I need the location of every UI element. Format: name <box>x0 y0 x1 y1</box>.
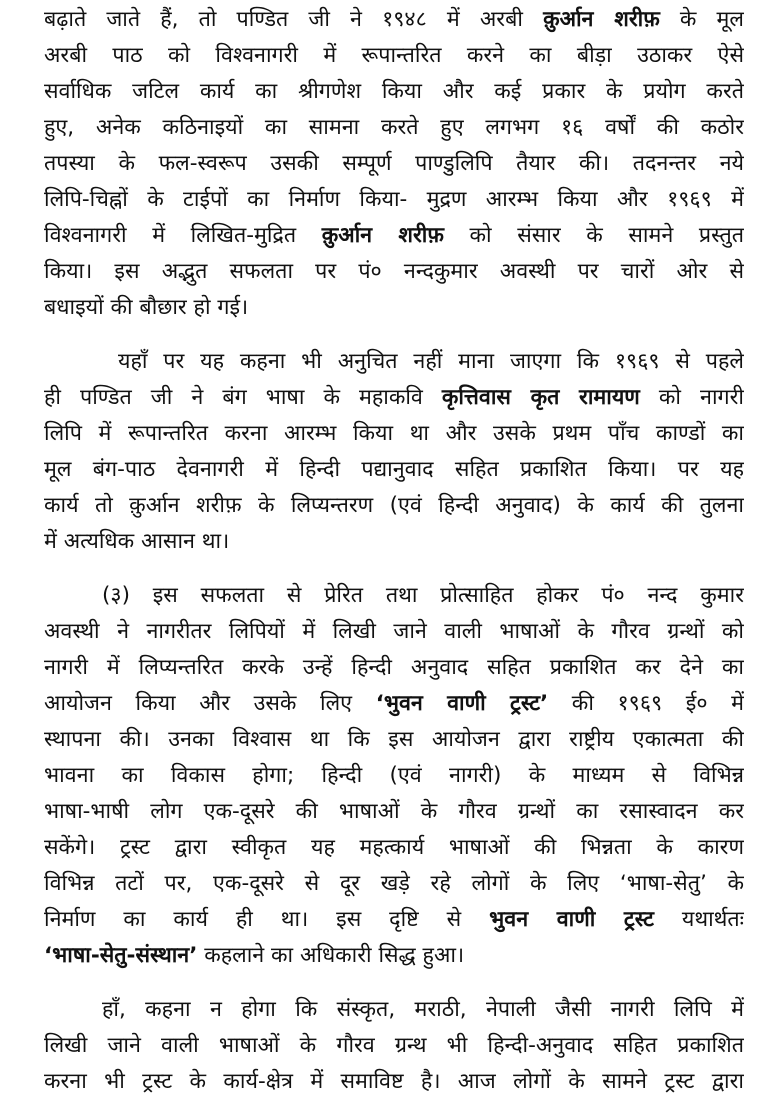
text-line <box>44 2 744 38</box>
emphasis-quran-sharif: क़ुर्आन शरीफ़ <box>543 7 660 32</box>
text-line: अरबी पाठ को विश्वनागरी में रूपान्तरित करने का बीड़ा उठाकर ऐसे <box>44 43 744 68</box>
text-run: बढ़ाते जाते हैं, तो पण्डित जी ने १९४८ में अरबी <box>44 7 544 32</box>
text-line: अवस्थी ने नागरीतर लिपियों में लिखी जाने वाली भाषाओं के गौरव ग्रन्थों को <box>44 619 744 644</box>
text-line: यहाँ पर यह कहना भी अनुचित नहीं माना जाएगा कि १९६९ से पहले <box>118 349 744 374</box>
text-line: हाँ, कहना न होगा कि संस्कृत, मराठी, नेपाली जैसी नागरी लिपि में <box>102 997 744 1022</box>
text-line: कार्य तो क़ुर्आन शरीफ़ के लिप्यन्तरण (एवं हिन्दी अनुवाद) के कार्य की तुलना <box>44 493 744 518</box>
text-line: लिखी जाने वाली भाषाओं के गौरव ग्रन्थ भी हिन्दी-अनुवाद सहित प्रकाशित <box>44 1033 744 1058</box>
text-run: को संसार के सामने प्रस्तुत <box>443 223 744 248</box>
text-line <box>44 218 744 254</box>
text-run: विश्वनागरी में लिखित-मुद्रित <box>44 223 322 248</box>
text-line: सर्वाधिक जटिल कार्य का श्रीगणेश किया और कई प्रकार के प्रयोग करते <box>44 79 744 104</box>
text-line: स्थापना की। उनका विश्वास था कि इस आयोजन द्वारा राष्ट्रीय एकात्मता की <box>44 727 744 752</box>
text-line: लिपि-चिह्नों के टाईपों का निर्माण किया- मुद्रण आरम्भ किया और १९६९ में <box>44 187 744 212</box>
text-run: को नागरी <box>639 385 744 410</box>
text-line: भावना का विकास होगा; हिन्दी (एवं नागरी) के माध्यम से विभिन्न <box>44 763 744 788</box>
text-line: किया। इस अद्भुत सफलता पर पं० नन्दकुमार अवस्थी पर चारों ओर से <box>44 259 744 284</box>
text-run: निर्माण का कार्य ही था। इस दृष्टि से <box>44 907 490 932</box>
text-line: लिपि में रूपान्तरित करना आरम्भ किया था और उसके प्रथम पाँच काण्डों का <box>44 421 744 446</box>
text-line: भाषा-भाषी लोग एक-दूसरे की भाषाओं के गौरव ग्रन्थों का रसास्वादन कर <box>44 799 744 824</box>
text-run: की १९६९ ई० में <box>548 691 744 716</box>
emphasis-quran-sharif: क़ुर्आन शरीफ़ <box>321 223 444 248</box>
text-line: में अत्यधिक आसान था। <box>44 529 230 554</box>
text-line: तपस्या के फल-स्वरूप उसकी सम्पूर्ण पाण्डुलिपि तैयार की। तदनन्तर नये <box>44 151 744 176</box>
emphasis-bhuvan-vani-trust: ‘भुवन वाणी ट्रस्ट’ <box>375 691 549 716</box>
emphasis-krittivas-ramayan: कृत्तिवास कृत रामायण <box>441 385 640 410</box>
text-run: के मूल <box>659 7 744 32</box>
text-line: मूल बंग-पाठ देवनागरी में हिन्दी पद्यानुवाद सहित प्रकाशित किया। पर यह <box>44 457 744 482</box>
text-run: ही पण्डित जी ने बंग भाषा के महाकवि <box>44 385 442 410</box>
emphasis-bhasha-setu-sansthan: ‘भाषा-सेतु-संस्थान’ <box>44 943 198 968</box>
text-run: आयोजन किया और उसके लिए <box>44 691 376 716</box>
text-line: (३) इस सफलता से प्रेरित तथा प्रोत्साहित होकर पं० नन्द कुमार <box>102 583 744 608</box>
emphasis-bhuvan-vani-trust: भुवन वाणी ट्रस्ट <box>489 907 654 932</box>
text-line: बधाइयों की बौछार हो गई। <box>44 295 249 320</box>
text-line: करना भी ट्रस्ट के कार्य-क्षेत्र में समाविष्ट है। आज लोगों के सामने ट्रस्ट द्वारा <box>44 1069 744 1094</box>
text-line <box>44 686 744 722</box>
text-line <box>44 902 744 938</box>
text-line: विभिन्न तटों पर, एक-दूसरे से दूर खड़े रहे लोगों के लिए ‘भाषा-सेतु’ के <box>44 871 744 896</box>
text-line: सकेंगे। ट्रस्ट द्वारा स्वीकृत यह महत्कार्य भाषाओं की भिन्नता के कारण <box>44 835 744 860</box>
text-line <box>44 938 744 974</box>
text-run: यथार्थतः <box>653 907 744 932</box>
text-line: नागरी में लिप्यन्तरित करके उन्हें हिन्दी अनुवाद सहित प्रकाशित कर देने का <box>44 655 744 680</box>
text-line <box>44 380 744 416</box>
text-run: कहलाने का अधिकारी सिद्ध हुआ। <box>197 943 465 968</box>
text-line: हुए, अनेक कठिनाइयों का सामना करते हुए लगभग १६ वर्षों की कठोर <box>44 115 744 140</box>
